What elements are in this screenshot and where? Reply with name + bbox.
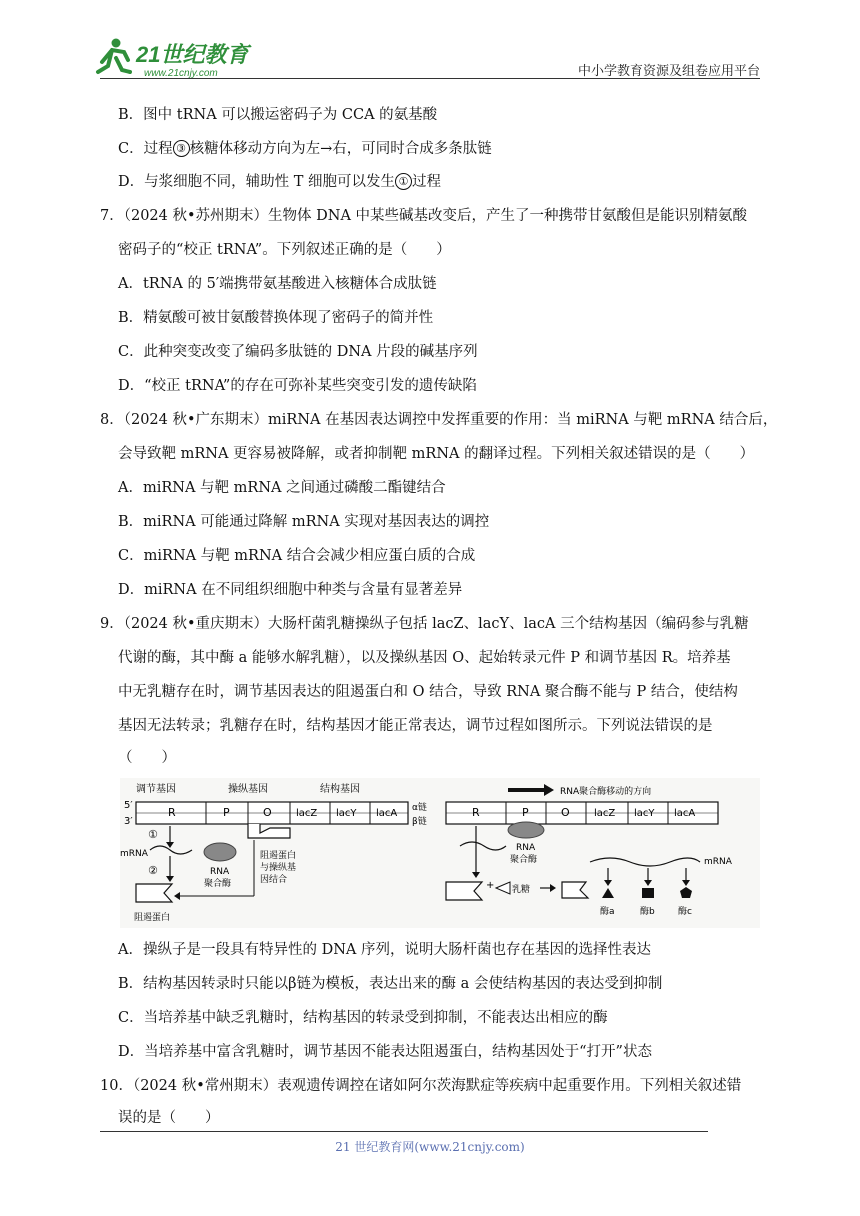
q9-option-a: A．操纵子是一段具有特异性的 DNA 序列，说明大肠杆菌也存在基因的选择性表达 — [118, 942, 651, 958]
rna-pol-right-1: RNA — [516, 843, 536, 853]
q6-option-d-pre: D．与浆细胞不同，辅助性 T 细胞可以发生 — [118, 174, 396, 190]
q8-option-d: D．miRNA 在不同组织细胞中种类与含量有显著差异 — [118, 582, 463, 598]
step-2-label: ② — [148, 864, 158, 877]
label-structural-gene: 结构基因 — [320, 784, 360, 795]
platform-name: 中小学教育资源及组卷应用平台 — [577, 64, 760, 79]
site-logo — [94, 36, 264, 80]
q7-option-a: A．tRNA 的 5′端携带氨基酸进入核糖体合成肽链 — [118, 276, 437, 292]
mrna-label-left: mRNA — [120, 849, 148, 859]
box-o: O — [263, 806, 272, 819]
q7-option-b: B．精氨酸可被甘氨酸替换体现了密码子的简并性 — [118, 310, 434, 326]
direction-label: RNA聚合酶移动的方向 — [560, 787, 652, 797]
beta-strand-label: β链 — [412, 817, 427, 827]
rna-polymerase-right — [508, 822, 544, 838]
q6-option-d — [118, 172, 441, 192]
q6-option-c-post: 核糖体移动方向为左→右，可同时合成多条肽链 — [189, 141, 492, 157]
q6-option-c — [118, 139, 492, 159]
step-1-label: ① — [148, 828, 158, 841]
lac-operon-figure — [120, 778, 760, 928]
mrna-label-right: mRNA — [704, 857, 732, 867]
enzyme-b-shape — [642, 888, 654, 898]
logo-sub: www.21cnjy.com — [144, 68, 218, 79]
step-3-marker: ③ — [173, 140, 190, 157]
box-laca: lacA — [376, 808, 398, 819]
box-p-right: P — [522, 806, 529, 819]
q9-stem-3: 中无乳糖存在时，调节基因表达的阻遏蛋白和 O 结合，导致 RNA 聚合酶不能与 P 结合，使结构 — [118, 684, 738, 700]
box-r: R — [168, 806, 176, 819]
alpha-strand-label: α链 — [412, 803, 427, 813]
rna-pol-left-2: 聚合酶 — [204, 879, 232, 889]
header-divider — [100, 78, 760, 79]
enzyme-a-label: 酶a — [600, 907, 615, 917]
q6-option-c-pre: C．过程 — [118, 141, 173, 157]
rna-pol-right-2: 聚合酶 — [510, 855, 538, 865]
label-operator-gene: 操纵基因 — [228, 784, 268, 795]
rna-pol-left-1: RNA — [210, 867, 230, 877]
box-o-right: O — [561, 806, 570, 819]
q8-stem-1: 8．（2024 秋•广东期末）miRNA 在基因表达调控中发挥重要的作用：当 miRNA 与靶 mRNA 结合后， — [100, 412, 778, 428]
footer-link[interactable]: 21 世纪教育网(www.21cnjy.com) — [335, 1140, 525, 1154]
q7-stem-1: 7．（2024 秋•苏州期末）生物体 DNA 中某些碱基改变后，产生了一种携带甘氨酸但是能识别精氨酸 — [100, 208, 748, 224]
q6-option-d-post: 过程 — [412, 174, 442, 190]
box-p: P — [223, 806, 230, 819]
box-lacz-right: lacZ — [594, 808, 616, 819]
five-prime-label: 5′ — [124, 800, 133, 811]
lactose-label: 乳糖 — [512, 885, 531, 895]
q8-option-a: A．miRNA 与靶 mRNA 之间通过磷酸二酯键结合 — [118, 480, 446, 496]
q10-stem-2: 误的是（ ） — [118, 1110, 220, 1126]
q8-option-c: C．miRNA 与靶 mRNA 结合会减少相应蛋白质的合成 — [118, 548, 476, 564]
bind-label-1: 阻遏蛋白 — [260, 851, 297, 861]
q10-stem-1: 10．（2024 秋•常州期末）表观遗传调控在诸如阿尔茨海默症等疾病中起重要作用。下列相关叙述错 — [100, 1078, 742, 1094]
three-prime-label: 3′ — [124, 816, 133, 827]
q6-option-b: B．图中 tRNA 可以搬运密码子为 CCA 的氨基酸 — [118, 107, 438, 123]
q8-stem-2: 会导致靶 mRNA 更容易被降解，或者抑制靶 mRNA 的翻译过程。下列相关叙述错误的是（ ） — [118, 446, 755, 462]
box-r-right: R — [472, 806, 480, 819]
q7-option-d: D．“校正 tRNA”的存在可弥补某些突变引发的遗传缺陷 — [118, 378, 477, 394]
step-1-marker: ① — [395, 173, 412, 190]
box-lacy-right: lacY — [634, 808, 655, 819]
q9-stem-5: （ ） — [118, 750, 176, 766]
box-lacy: lacY — [336, 808, 357, 819]
q9-stem-4: 基因无法转录；乳糖存在时，结构基因才能正常表达，调节过程如图所示。下列说法错误的是 — [118, 718, 713, 734]
enzyme-c-label: 酶c — [678, 907, 692, 917]
bind-label-2: 与操纵基 — [260, 863, 297, 873]
q9-option-d: D．当培养基中富含乳糖时，调节基因不能表达阻遏蛋白，结构基因处于“打开”状态 — [118, 1044, 652, 1060]
enzyme-b-label: 酶b — [640, 907, 655, 917]
repressor-label: 阻遏蛋白 — [134, 913, 171, 923]
label-regulator-gene: 调节基因 — [136, 784, 176, 795]
q7-stem-2: 密码子的“校正 tRNA”。下列叙述正确的是（ ） — [118, 242, 451, 258]
rna-polymerase-left — [204, 843, 236, 861]
svg-text:+: + — [486, 880, 495, 891]
q9-option-c: C．当培养基中缺乏乳糖时，结构基因的转录受到抑制，不能表达出相应的酶 — [118, 1010, 608, 1026]
q7-option-c: C．此种突变改变了编码多肽链的 DNA 片段的碱基序列 — [118, 344, 478, 360]
logo-main: 21世纪教育 — [136, 42, 249, 67]
box-laca-right: lacA — [674, 808, 696, 819]
q9-option-b: B．结构基因转录时只能以β链为模板，表达出来的酶 a 会使结构基因的表达受到抑制 — [118, 976, 663, 992]
q9-stem-2: 代谢的酶，其中酶 a 能够水解乳糖），以及操纵基因 O、起始转录元件 P 和调节基因 R。培养基 — [118, 650, 731, 666]
box-lacz: lacZ — [296, 808, 318, 819]
runner-icon — [98, 39, 130, 73]
bind-label-3: 因结合 — [260, 875, 288, 885]
q9-stem-1: 9．（2024 秋•重庆期末）大肠杆菌乳糖操纵子包括 lacZ、lacY、lacA 三个结构基因（编码参与乳糖 — [100, 616, 749, 632]
footer-divider — [100, 1131, 708, 1132]
q8-option-b: B．miRNA 可能通过降解 mRNA 实现对基因表达的调控 — [118, 514, 490, 530]
